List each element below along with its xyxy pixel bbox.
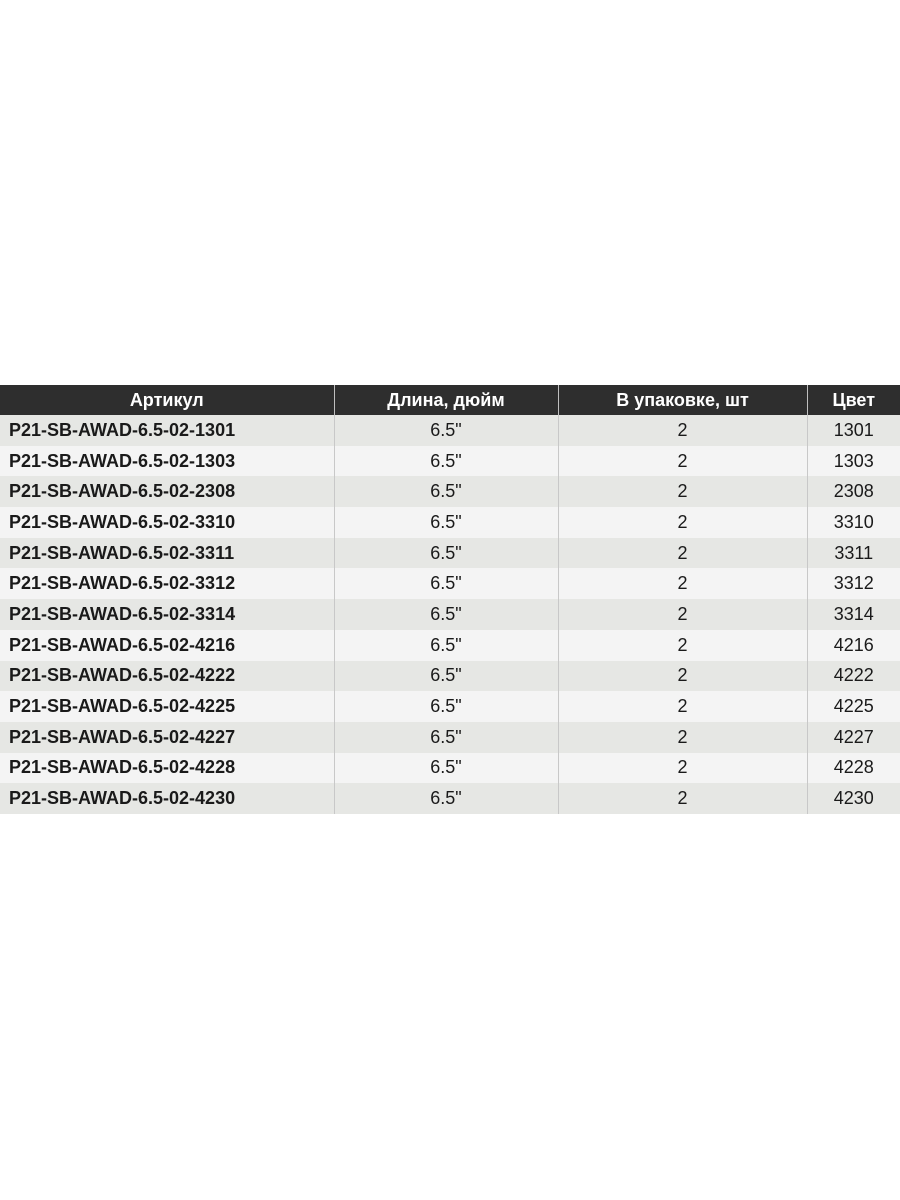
table-row	[0, 691, 900, 722]
cell-length: 6.5"	[334, 415, 558, 446]
table-row	[0, 538, 900, 569]
cell-pack-qty: 2	[558, 446, 807, 477]
cell-article: P21-SB-AWAD-6.5-02-3314	[0, 599, 334, 630]
cell-length: 6.5"	[334, 446, 558, 477]
product-table	[0, 385, 900, 814]
cell-pack-qty: 2	[558, 691, 807, 722]
cell-color: 3314	[807, 599, 900, 630]
cell-length: 6.5"	[334, 538, 558, 569]
cell-pack-qty: 2	[558, 661, 807, 692]
cell-pack-qty: 2	[558, 722, 807, 753]
cell-pack-qty: 2	[558, 476, 807, 507]
cell-color: 4227	[807, 722, 900, 753]
cell-article: P21-SB-AWAD-6.5-02-4216	[0, 630, 334, 661]
header-pack-qty: В упаковке, шт	[558, 385, 807, 415]
table-header-row	[0, 385, 900, 415]
table-row	[0, 415, 900, 446]
cell-article: P21-SB-AWAD-6.5-02-4230	[0, 783, 334, 814]
cell-length: 6.5"	[334, 722, 558, 753]
table-row	[0, 630, 900, 661]
cell-pack-qty: 2	[558, 415, 807, 446]
cell-article: P21-SB-AWAD-6.5-02-4225	[0, 691, 334, 722]
header-length: Длина, дюйм	[334, 385, 558, 415]
cell-article: P21-SB-AWAD-6.5-02-4222	[0, 661, 334, 692]
table-row	[0, 568, 900, 599]
cell-color: 4230	[807, 783, 900, 814]
cell-pack-qty: 2	[558, 783, 807, 814]
cell-article: P21-SB-AWAD-6.5-02-3312	[0, 568, 334, 599]
cell-article: P21-SB-AWAD-6.5-02-3311	[0, 538, 334, 569]
table-row	[0, 661, 900, 692]
cell-color: 3311	[807, 538, 900, 569]
cell-length: 6.5"	[334, 753, 558, 784]
table-row	[0, 599, 900, 630]
table-row	[0, 446, 900, 477]
cell-length: 6.5"	[334, 507, 558, 538]
table-row	[0, 476, 900, 507]
cell-color: 3312	[807, 568, 900, 599]
cell-color: 4228	[807, 753, 900, 784]
header-article: Артикул	[0, 385, 334, 415]
table-row	[0, 507, 900, 538]
cell-article: P21-SB-AWAD-6.5-02-1303	[0, 446, 334, 477]
cell-color: 1303	[807, 446, 900, 477]
cell-pack-qty: 2	[558, 599, 807, 630]
cell-length: 6.5"	[334, 661, 558, 692]
cell-pack-qty: 2	[558, 568, 807, 599]
table-row	[0, 783, 900, 814]
cell-color: 4225	[807, 691, 900, 722]
cell-color: 4222	[807, 661, 900, 692]
table-body	[0, 415, 900, 814]
cell-article: P21-SB-AWAD-6.5-02-3310	[0, 507, 334, 538]
cell-color: 3310	[807, 507, 900, 538]
table-row	[0, 753, 900, 784]
cell-length: 6.5"	[334, 599, 558, 630]
cell-length: 6.5"	[334, 568, 558, 599]
cell-length: 6.5"	[334, 783, 558, 814]
table-row	[0, 722, 900, 753]
cell-color: 4216	[807, 630, 900, 661]
cell-color: 1301	[807, 415, 900, 446]
cell-pack-qty: 2	[558, 753, 807, 784]
cell-article: P21-SB-AWAD-6.5-02-4227	[0, 722, 334, 753]
cell-color: 2308	[807, 476, 900, 507]
cell-length: 6.5"	[334, 476, 558, 507]
cell-article: P21-SB-AWAD-6.5-02-2308	[0, 476, 334, 507]
cell-pack-qty: 2	[558, 507, 807, 538]
cell-article: P21-SB-AWAD-6.5-02-4228	[0, 753, 334, 784]
cell-pack-qty: 2	[558, 630, 807, 661]
cell-pack-qty: 2	[558, 538, 807, 569]
cell-article: P21-SB-AWAD-6.5-02-1301	[0, 415, 334, 446]
cell-length: 6.5"	[334, 630, 558, 661]
cell-length: 6.5"	[334, 691, 558, 722]
header-color: Цвет	[807, 385, 900, 415]
